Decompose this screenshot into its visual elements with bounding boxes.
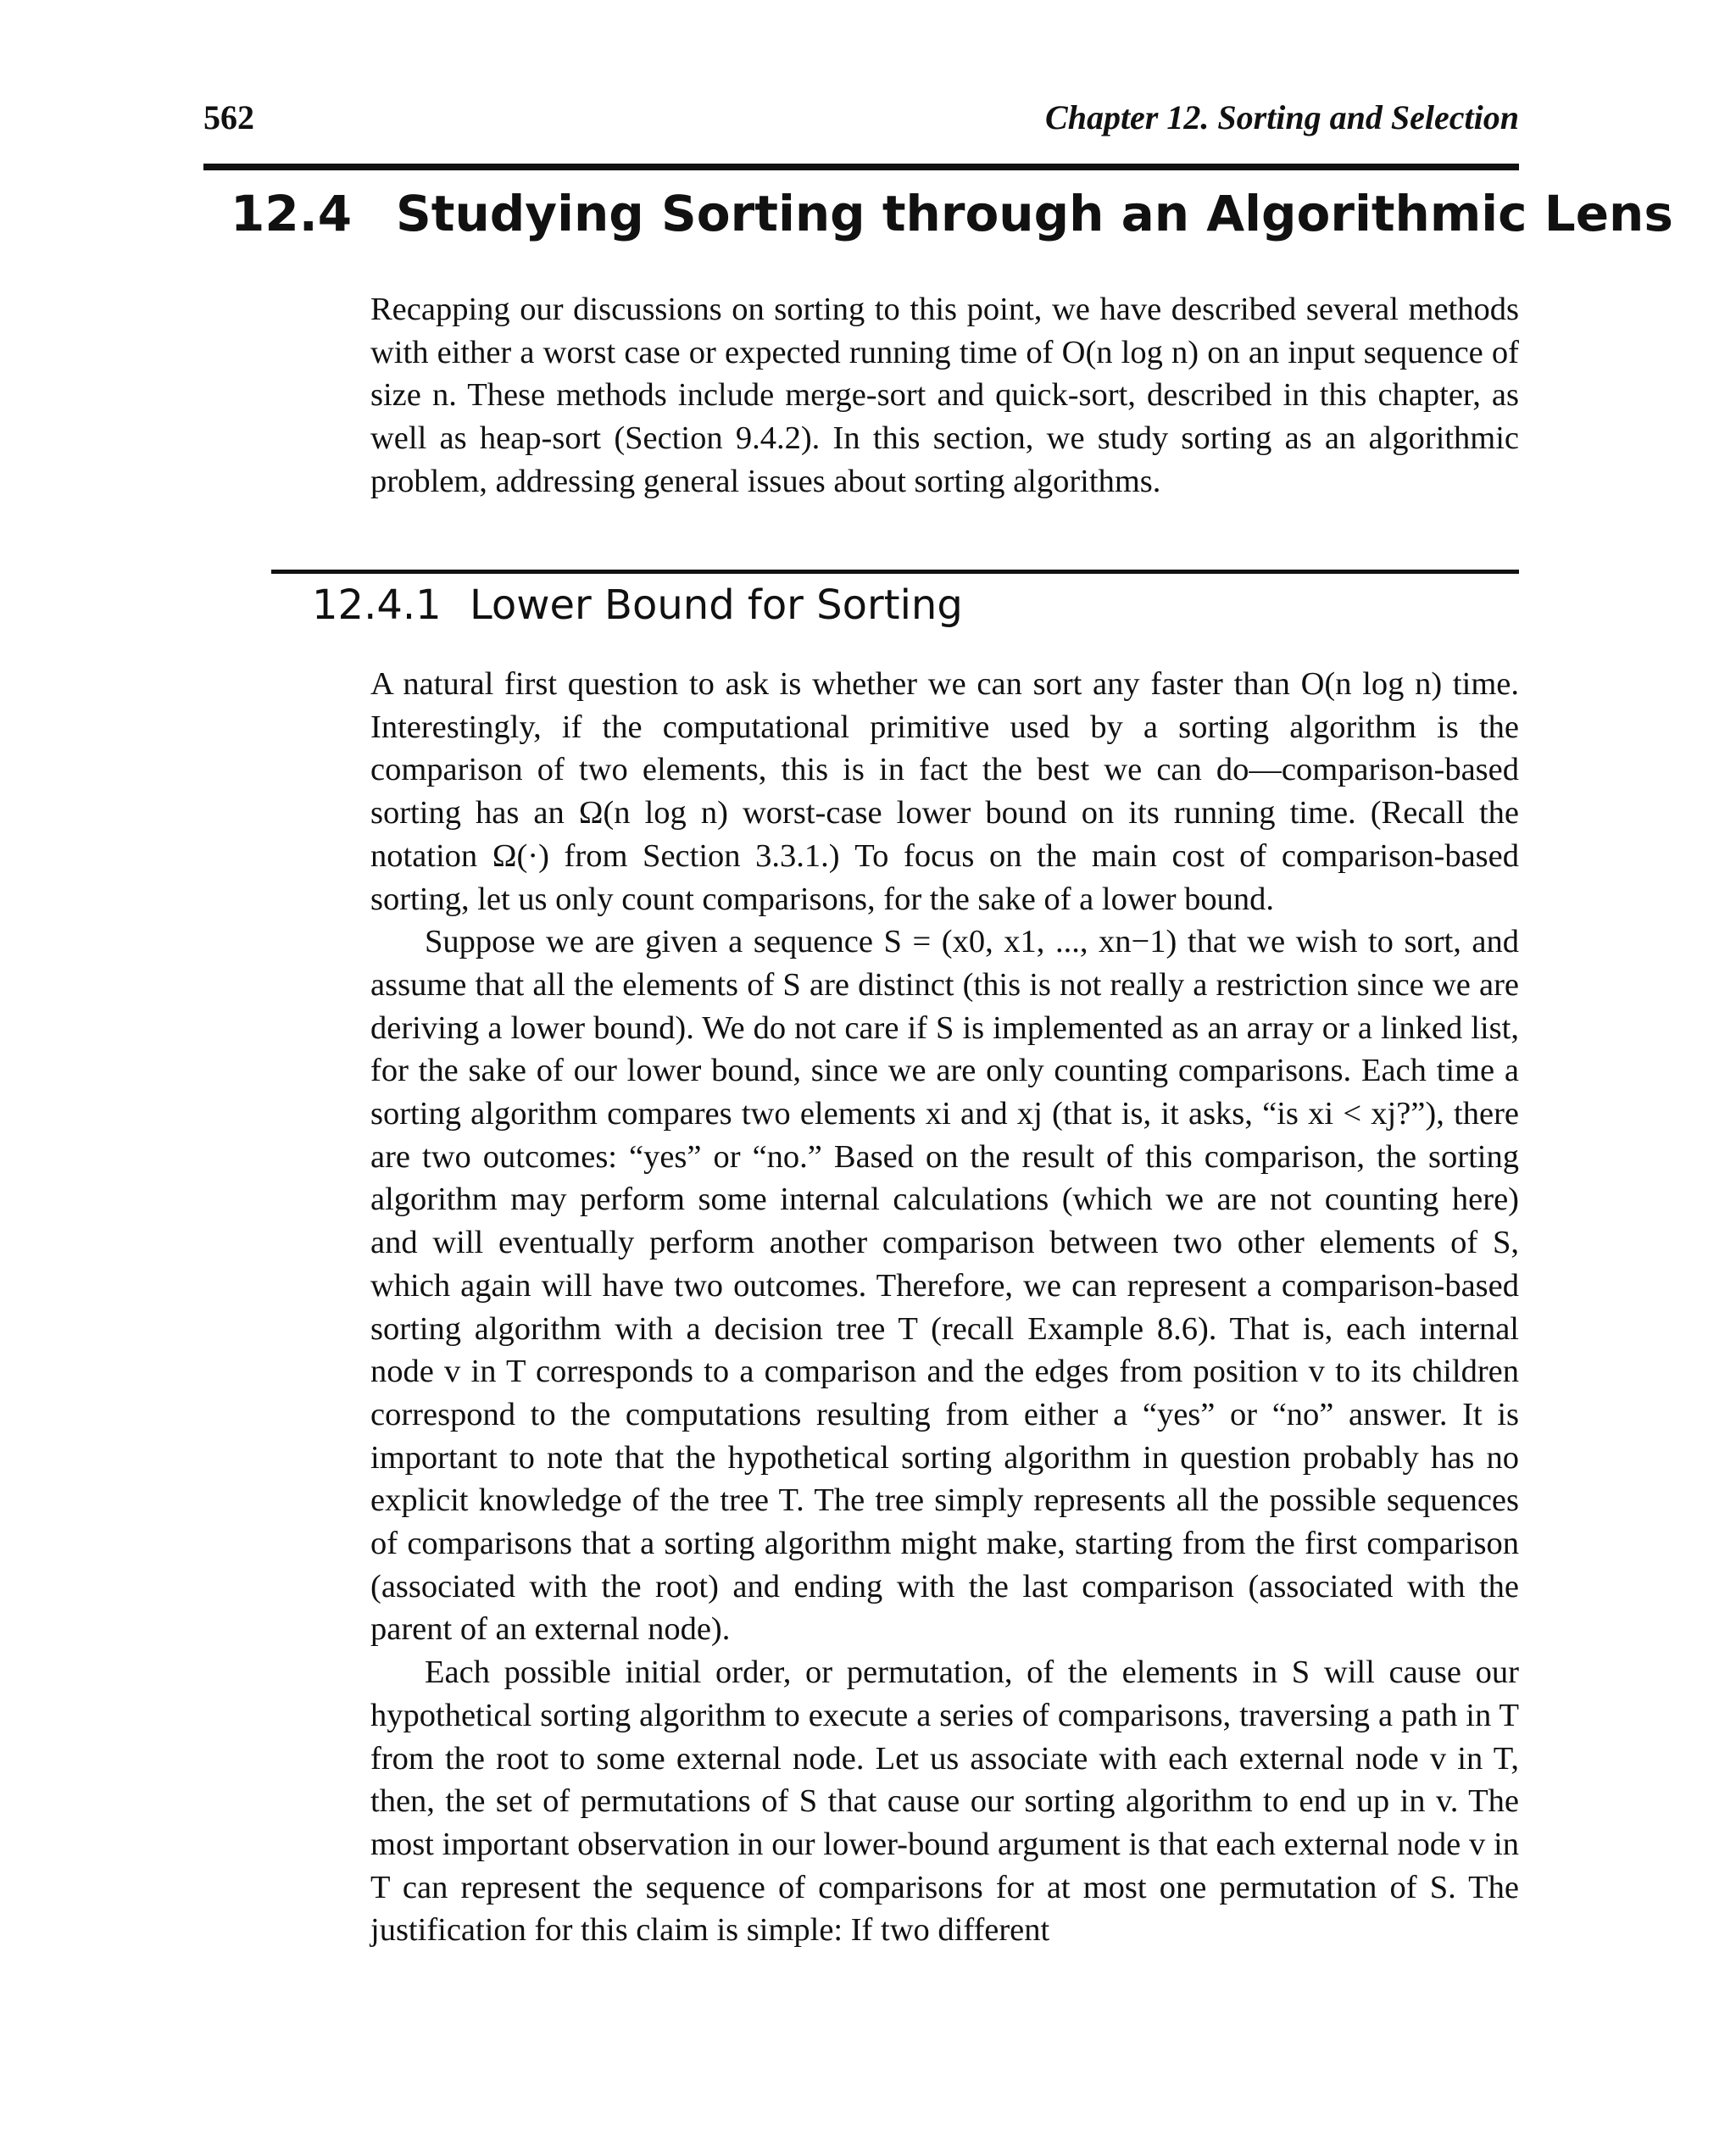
page-header [203, 97, 1519, 148]
body-paragraph-2: Suppose we are given a sequence S = (x0, x1, ..., xn−1) that we wish to sort, and assume that all the elements of S are distinct (this is not really a restriction since we are deriving a lower bound). We do not care if S is implemented as an array or a linked list, for the sake of our lower bound, since we are only counting comparisons. Each time a sorting algorithm compares two elements xi and xj (that is, it asks, “is xi < xj?”), there are two outcomes: “yes” or “no.” Based on the result of this comparison, the sorting algorithm may perform some internal calculations (which we are not counting here) and will eventually perform another comparison between two other elements of S, which again will have two outcomes. Therefore, we can represent a comparison-based sorting algorithm with a decision tree T (recall Example 8.6). That is, each internal node v in T corresponds to a comparison and the edges from position v to its children correspond to the computations resulting from either a “yes” or “no” answer. It is important to note that the hypothetical sorting algorithm in question probably has no explicit knowledge of the tree T. The tree simply represents all the possible sequences of comparisons that a sorting algorithm might make, starting from the first comparison (associated with the root) and ending with the last comparison (associated with the parent of an external node). [370, 924, 1519, 1648]
body-paragraph-1: A natural first question to ask is whether we can sort any faster than O(n log n) time. Interestingly, if the computational primitive used by a sorting algorithm is the comparison of two elements, this is in fact the best we can do—comparison-based sorting has an Ω(n log n) worst-case lower bound on its running time. (Recall the notation Ω(·) from Section 3.3.1.) To focus on the main cost of comparison-based sorting, let us only count comparisons, for the sake of a lower bound. [370, 666, 1519, 917]
subsection-title: Lower Bound for Sorting [470, 581, 963, 629]
body-paragraph-3: Each possible initial order, or permutation, of the elements in S will cause our hypothetical sorting algorithm to execute a series of comparisons, traversing a path in T from the root to some external node. Let us associate with each external node v in T, then, the set of permutations of S that cause our sorting algorithm to end up in v. The most important observation in our lower-bound argument is that each external node v in T can represent the sequence of comparisons for at most one permutation of S. The justification for this claim is simple: If two different [370, 1654, 1519, 1949]
subsection-heading [312, 581, 1519, 641]
header-rule [203, 164, 1519, 170]
intro-paragraph: Recapping our discussions on sorting to this point, we have described several methods with either a worst case or expected running time of O(n log n) on an input sequence of size n. These methods include merge-sort and quick-sort, described in this chapter, as well as heap-sort (Section 9.4.2). In this section, we study sorting as an algorithmic problem, addressing general issues about sorting algorithms. [370, 292, 1519, 499]
section-number: 12.4 [231, 185, 353, 242]
subsection-body [370, 663, 1519, 1952]
section-title: Studying Sorting through an Algorithmic Lens [396, 185, 1673, 242]
page-number: 562 [203, 98, 254, 136]
section-intro [370, 288, 1519, 503]
running-head: Chapter 12. Sorting and Selection [1045, 98, 1519, 136]
section-heading [231, 185, 1673, 261]
subsection-rule [271, 570, 1519, 574]
subsection-number: 12.4.1 [312, 581, 442, 629]
